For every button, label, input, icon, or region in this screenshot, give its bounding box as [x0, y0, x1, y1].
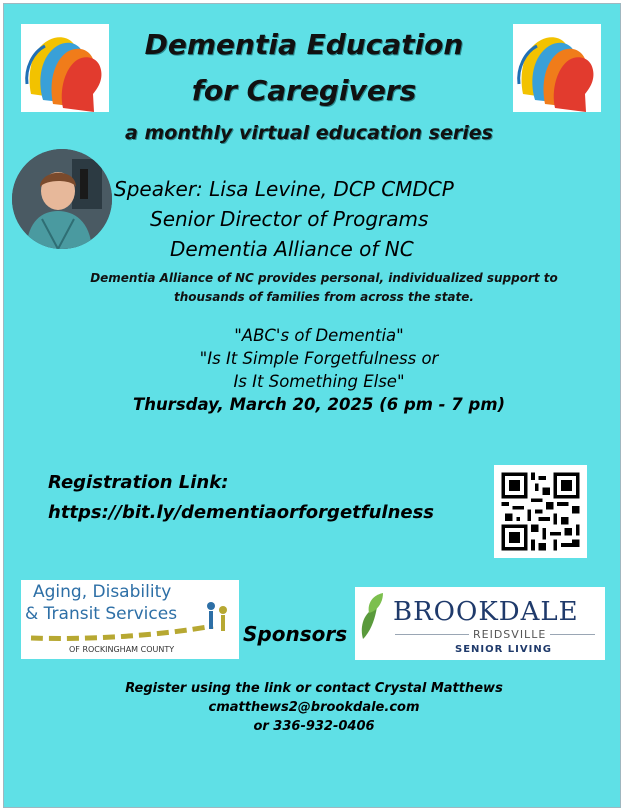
- adts-logo: [21, 580, 239, 659]
- qr-code[interactable]: [494, 465, 587, 558]
- flyer: [3, 3, 621, 808]
- sponsors-label: Sponsors: [243, 622, 348, 646]
- subtitle: a monthly virtual education series: [125, 122, 493, 144]
- description: [44, 269, 604, 307]
- registration-link[interactable]: https://bit.ly/dementiaorforgetfulness: [48, 502, 435, 523]
- adts-logo-line-3: OF ROCKINGHAM COUNTY: [69, 645, 175, 654]
- people-figures-icon: [203, 598, 233, 638]
- speaker-organization: Dementia Alliance of NC: [170, 237, 414, 261]
- event-title-line-2: "Is It Simple Forgetfulness or: [199, 349, 439, 368]
- contact-info: [94, 679, 534, 736]
- speaker-portrait-icon: [12, 149, 112, 249]
- description-line-2: thousands of families from across the state.: [174, 290, 474, 304]
- contact-phone[interactable]: or 336-932-0406: [253, 719, 375, 734]
- event-info: [104, 324, 534, 416]
- brookdale-location: REIDSVILLE: [469, 628, 550, 641]
- speaker-name: Speaker: Lisa Levine, DCP CMDCP: [114, 177, 454, 201]
- title-line-2: for Caregivers: [191, 74, 417, 107]
- speaker-title: Senior Director of Programs: [150, 207, 429, 231]
- brookdale-tagline: SENIOR LIVING: [455, 644, 552, 655]
- description-line-1: Dementia Alliance of NC provides personal, individualized support to: [90, 271, 558, 285]
- adts-logo-line-1: Aging, Disability: [33, 582, 172, 602]
- dashed-road-icon: [27, 624, 217, 642]
- speaker-photo: [12, 149, 112, 249]
- qr-code-icon: [494, 465, 587, 558]
- colorful-heads-icon: [513, 24, 601, 112]
- registration-label: Registration Link:: [48, 472, 229, 493]
- adts-logo-line-2: & Transit Services: [25, 604, 178, 624]
- event-title-line-3: Is It Something Else": [233, 372, 405, 391]
- event-title-line-1: "ABC's of Dementia": [234, 326, 404, 345]
- event-date: Thursday, March 20, 2025 (6 pm - 7 pm): [132, 395, 506, 414]
- heads-logo-right: [513, 24, 601, 112]
- leaf-icon: [357, 591, 387, 643]
- brookdale-logo: [355, 587, 605, 660]
- contact-line-1: Register using the link or contact Crystal Matthews: [125, 681, 503, 696]
- title-line-1: Dementia Education: [144, 28, 464, 61]
- contact-email[interactable]: cmatthews2@brookdale.com: [208, 700, 420, 715]
- brookdale-name: BROOKDALE: [393, 597, 579, 627]
